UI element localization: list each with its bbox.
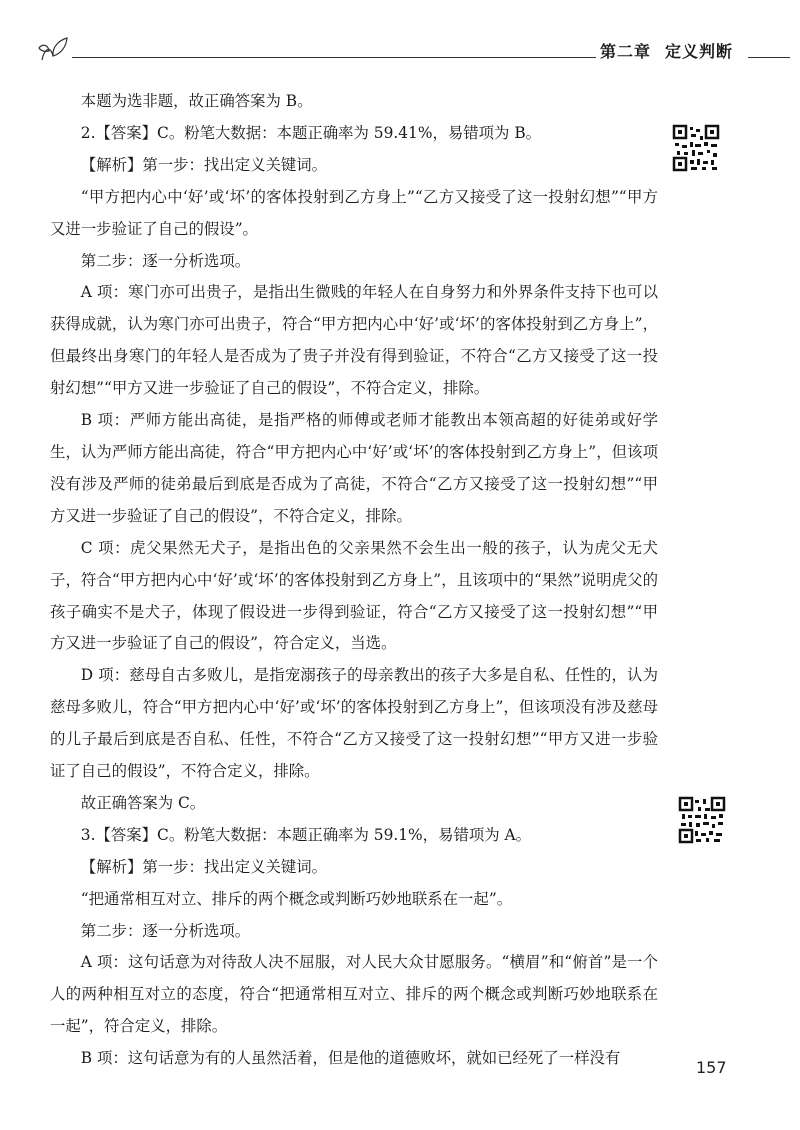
leaf-decoration-icon xyxy=(36,34,70,64)
paragraph: C 项：虎父果然无犬子，是指出色的父亲果然不会生出一般的孩子，认为虎父无犬子，符合“甲方把内心中‘好’或‘坏’的客体投射到乙方身上”，且该项中的“果然”说明虎父的孩子确实不是犬子，体现了假设进一步得到验证，符合“乙方又接受了这一投射幻想”“甲方又进一步验证了自己的假设”，符合定义，当选。 xyxy=(50,538,658,653)
paragraph: 故正确答案为 C。 xyxy=(80,793,206,812)
page-number: 157 xyxy=(696,1058,727,1077)
paragraph: 2.【答案】C。粉笔大数据：本题正确率为 59.41%，易错项为 B。 xyxy=(80,123,542,142)
paragraph: 本题为选非题，故正确答案为 B。 xyxy=(80,92,313,110)
qr-code-icon[interactable] xyxy=(678,796,726,844)
paragraph: 第二步：逐一分析选项。 xyxy=(80,251,251,270)
header-rule-left xyxy=(72,57,596,58)
qr-code-icon[interactable] xyxy=(672,124,720,172)
paragraph: B 项：严师方能出高徒，是指严格的师傅或老师才能教出本领高超的好徒弟或好学生，认为严师方能出高徒，符合“甲方把内心中‘好’或‘坏’的客体投射到乙方身上”，但该项没有涉及严师的徒弟最后到底是否成为了高徒，不符合“乙方又接受了这一投射幻想”“甲方又进一步验证了自己的假设”，不符合定义，排除。 xyxy=(50,411,658,525)
paragraph: 第二步：逐一分析选项。 xyxy=(80,921,251,940)
header-rule-right xyxy=(748,57,790,58)
paragraph: B 项：这句话意为有的人虽然活着，但是他的道德败坏，就如已经死了一样没有 xyxy=(80,1049,621,1068)
paragraph: D 项：慈母自古多败儿，是指宠溺孩子的母亲教出的孩子大多是自私、任性的，认为慈母多败儿，符合“甲方把内心中‘好’或‘坏’的客体投射到乙方身上”，但该项没有涉及慈母的儿子最后到底是否自私、任性，不符合“乙方又接受了这一投射幻想”“甲方又进一步验证了自己的假设”，不符合定义，排除。 xyxy=(50,666,658,781)
chapter-label: 第二章 xyxy=(600,42,652,61)
section-label: 定义判断 xyxy=(665,42,734,61)
paragraph: 【解析】第一步：找出定义关键词。 xyxy=(80,155,328,174)
paragraph: “把通常相互对立、排斥的两个概念或判断巧妙地联系在一起”。 xyxy=(80,889,513,908)
paragraph: 【解析】第一步：找出定义关键词。 xyxy=(80,857,328,876)
page-header xyxy=(28,30,780,70)
page-body xyxy=(50,86,658,1075)
paragraph: A 项：寒门亦可出贵子，是指出生微贱的年轻人在自身努力和外界条件支持下也可以获得成就，认为寒门亦可出贵子，符合“甲方把内心中‘好’或‘坏’的客体投射到乙方身上”，但最终出身寒门的年轻人是否成为了贵子并没有得到验证，不符合“乙方又接受了这一投射幻想”“甲方又进一步验证了自己的假设”，不符合定义，排除。 xyxy=(50,283,658,398)
header-title xyxy=(600,39,733,62)
paragraph: A 项：这句话意为对待敌人决不屈服，对人民大众甘愿服务。“横眉”和“俯首”是一个人的两种相互对立的态度，符合“把通常相互对立、排斥的两个概念或判断巧妙地联系在一起”，符合定义，排除。 xyxy=(50,953,658,1036)
paragraph: 3.【答案】C。粉笔大数据：本题正确率为 59.1%，易错项为 A。 xyxy=(80,825,532,844)
paragraph: “甲方把内心中‘好’或‘坏’的客体投射到乙方身上”“乙方又接受了这一投射幻想”“甲方又进一步验证了自己的假设”。 xyxy=(50,187,658,238)
